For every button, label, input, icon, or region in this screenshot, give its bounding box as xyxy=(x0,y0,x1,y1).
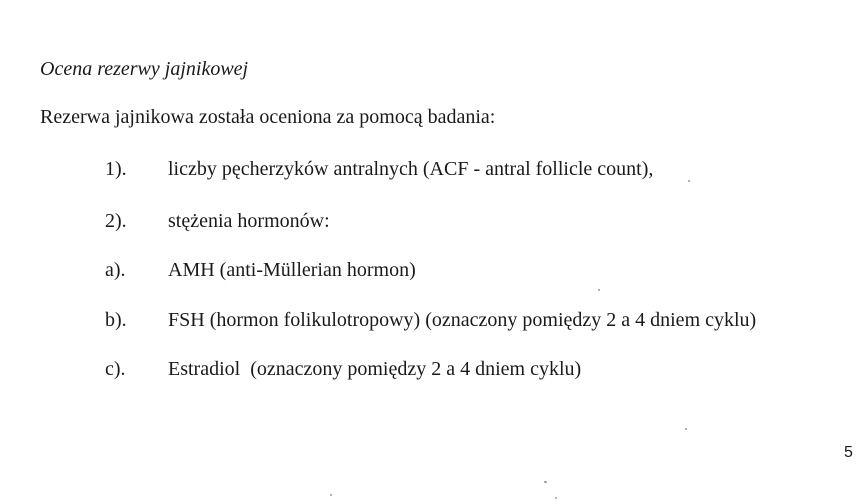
list-item-text: AMH (anti-Müllerian hormon) xyxy=(168,259,416,281)
list-item xyxy=(0,357,865,381)
scan-speck xyxy=(555,497,557,499)
scan-speck xyxy=(544,481,547,483)
list-marker: 2). xyxy=(105,210,127,232)
list-marker: 1). xyxy=(105,158,127,180)
list-marker: b). xyxy=(105,309,127,331)
list-item xyxy=(0,258,865,282)
list-marker: a). xyxy=(105,259,126,281)
scan-speck xyxy=(598,289,600,291)
scan-speck xyxy=(685,428,687,430)
list-item xyxy=(0,209,865,233)
list-item xyxy=(0,308,865,332)
intro-paragraph: Rezerwa jajnikowa została oceniona za pomocą badania: xyxy=(40,106,496,128)
scan-speck xyxy=(688,180,690,182)
list-item xyxy=(0,157,865,181)
page-number: 5 xyxy=(844,444,853,461)
list-item-text: liczby pęcherzyków antralnych (ACF - antral follicle count), xyxy=(168,158,654,180)
list-item-text: Estradiol (oznaczony pomiędzy 2 a 4 dniem cyklu) xyxy=(168,358,582,380)
scan-speck xyxy=(330,494,332,496)
list-item-text: FSH (hormon folikulotropowy) (oznaczony pomiędzy 2 a 4 dniem cyklu) xyxy=(168,309,757,331)
list-marker: c). xyxy=(105,358,126,380)
section-heading: Ocena rezerwy jajnikowej xyxy=(40,58,249,80)
list-item-text: stężenia hormonów: xyxy=(168,210,330,232)
